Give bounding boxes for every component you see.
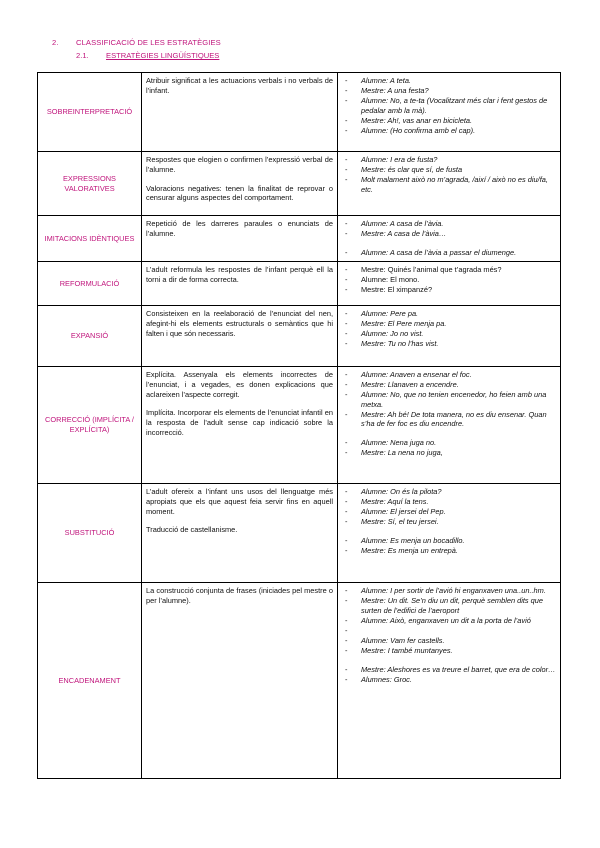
example-line: - Alumne: Nena juga no. [342,438,556,448]
example-line: - Mestre: Es menja un entrepà. [342,546,556,556]
strategy-definition [142,306,338,367]
example-line: - Mestre: Sí, el teu jersei. [342,517,556,527]
strategy-definition [142,583,338,779]
examples-list [342,76,556,136]
example-line: - Mestre: I també muntanyes. [342,646,556,656]
examples-list [342,265,556,295]
table-row [38,484,561,583]
example-line: - Alumne: (Ho confirma amb el cap). [342,126,556,136]
table-row [38,262,561,306]
example-line: - Alumne: No, que no tenien encenedor, ho feien amb una metxa. [342,390,556,410]
definition-paragraph: Traducció de castellanisme. [146,525,238,535]
example-line: - Alumne: No, a te-ta (Vocalitzant més clar i fent gestos de pedalar amb la mà). [342,96,556,116]
example-line: - Mestre: Ah bé! De tota manera, no es diu ensenar. Quan s’ha de fer foc es diu encendre. [342,410,556,430]
example-line: - Alumne: Pere pa. [342,309,556,319]
strategy-examples [338,216,561,262]
example-line: - Alumne: Jo no vist. [342,329,556,339]
examples-list [342,370,556,458]
strategy-name: SOBREINTERPRETACIÓ [38,73,142,152]
example-line: - Molt malament això no m’agrada, /així / això no es diu/fa, etc. [342,175,556,195]
example-line [342,626,556,636]
examples-list [342,155,556,195]
examples-list [342,487,556,556]
example-line: - Mestre: A una festa? [342,86,556,96]
example-line: - Alumne: Anaven a ensenar el foc. [342,370,556,380]
example-line: - Alumne: I era de fusta? [342,155,556,165]
definition-paragraph: Implícita. Incorporar els elements de l’enunciat infantil en la resposta de l’adult sense cap indicació sobre la incorrecció. [146,408,333,437]
example-line: - Mestre: Ah!, vas anar en bicicleta. [342,116,556,126]
subsection-title: ESTRATÈGIES LINGÜÍSTIQUES [106,51,220,60]
strategy-examples [338,306,561,367]
strategy-definition [142,262,338,306]
strategy-name: ENCADENAMENT [38,583,142,779]
table-row [38,367,561,484]
strategy-examples [338,484,561,583]
strategy-definition [142,484,338,583]
example-line: - Mestre: Un dit. Se’n diu un dit, perquè semblen dits que surten de l’edifici de l’aeroport [342,596,556,616]
example-line: - Alumne: A casa de l’àvia a passar el diumenge. [342,248,556,258]
example-line: - Mestre: Aquí la tens. [342,497,556,507]
example-line: - Mestre: Tu no l’has vist. [342,339,556,349]
strategy-name: EXPANSIÓ [38,306,142,367]
example-line: - Mestre: A casa de l’àvia… [342,229,556,239]
definition-paragraph: Atribuir significat a les actuacions verbals i no verbals de l’infant. [146,76,333,95]
strategy-definition [142,367,338,484]
example-line: - Alumne: Això, enganxaven un dit a la porta de l’avió [342,616,556,626]
example-line: - Alumne: Es menja un bocadillo. [342,536,556,546]
example-line: - Mestre: La nena no juga, [342,448,556,458]
table-row [38,73,561,152]
table-row [38,583,561,779]
example-line: - Alumne: El mono. [342,275,556,285]
section-title: CLASSIFICACIÓ DE LES ESTRATÈGIES [76,38,221,47]
definition-paragraph: Explícita. Assenyala els elements incorrectes de l’enunciat, i a vegades, es donen explicacions que aclareixen l’aspecte corregit. [146,370,333,399]
definition-paragraph: La construcció conjunta de frases (iniciades pel mestre o per l’alumne). [146,586,333,605]
examples-list [342,219,556,258]
table-row [38,152,561,216]
table-row [38,306,561,367]
example-line: - Alumne: A teta. [342,76,556,86]
examples-list [342,309,556,349]
subsection-number: 2.1. [76,51,89,60]
strategy-name: SUBSTITUCIÓ [38,484,142,583]
definition-paragraph: L’adult ofereix a l’infant uns usos del llenguatge més apropiats que els que aquest feia servir fins en aquell moment. [146,487,333,516]
example-line: - Mestre: Quinés l’animal que t’agrada més? [342,265,556,275]
strategy-name: CORRECCIÓ (IMPLÍCITA / EXPLÍCITA) [38,367,142,484]
subsection-heading [76,51,219,60]
strategy-examples [338,73,561,152]
strategy-definition [142,73,338,152]
example-line: - Mestre: El ximpanzé? [342,285,556,295]
section-number: 2. [52,38,59,47]
definition-paragraph: Consisteixen en la reelaboració de l’enunciat del nen, afegint-hi els elements estructurals o semàntics que hi falten i que són necessaris. [146,309,333,338]
definition-paragraph: Respostes que elogien o confirmen l’expressió verbal de l’alumne. [146,155,333,174]
example-line: - Alumnes: Groc. [342,675,556,685]
definition-paragraph: Valoracions negatives: tenen la finalitat de reprovar o censurar alguns aspectes del comportament. [146,183,333,203]
example-line: - Mestre: El Pere menja pa. [342,319,556,329]
example-line: - Alumne: El jersei del Pep. [342,507,556,517]
strategy-name: EXPRESSIONS VALORATIVES [38,152,142,216]
strategy-definition [142,216,338,262]
example-line: - Mestre: és clar que sí, de fusta [342,165,556,175]
section-heading [52,38,221,47]
strategy-name: REFORMULACIÓ [38,262,142,306]
strategies-table [37,72,561,779]
table-row [38,216,561,262]
strategy-name: IMITACIONS IDÈNTIQUES [38,216,142,262]
strategy-definition [142,152,338,216]
strategy-examples [338,367,561,484]
examples-list [342,586,556,685]
example-line: - Alumne: I per sortir de l’avió hi enganxaven una..un..hm. [342,586,556,596]
strategy-examples [338,262,561,306]
definition-paragraph: Repetició de les darreres paraules o enunciats de l’alumne. [146,219,333,238]
example-line: - Mestre: Llanaven a encendre. [342,380,556,390]
example-line: - Alumne: A casa de l’àvia. [342,219,556,229]
example-line: - Mestre: Aleshores es va treure el barret, que era de color… [342,665,556,675]
definition-paragraph: L’adult reformula les respostes de l’infant perquè ell la torni a dir de forma correcta. [146,265,333,284]
strategy-examples [338,583,561,779]
example-line: - Alumne: Vam fer castells. [342,636,556,646]
example-line: - Alumne: On és la pilota? [342,487,556,497]
strategy-examples [338,152,561,216]
